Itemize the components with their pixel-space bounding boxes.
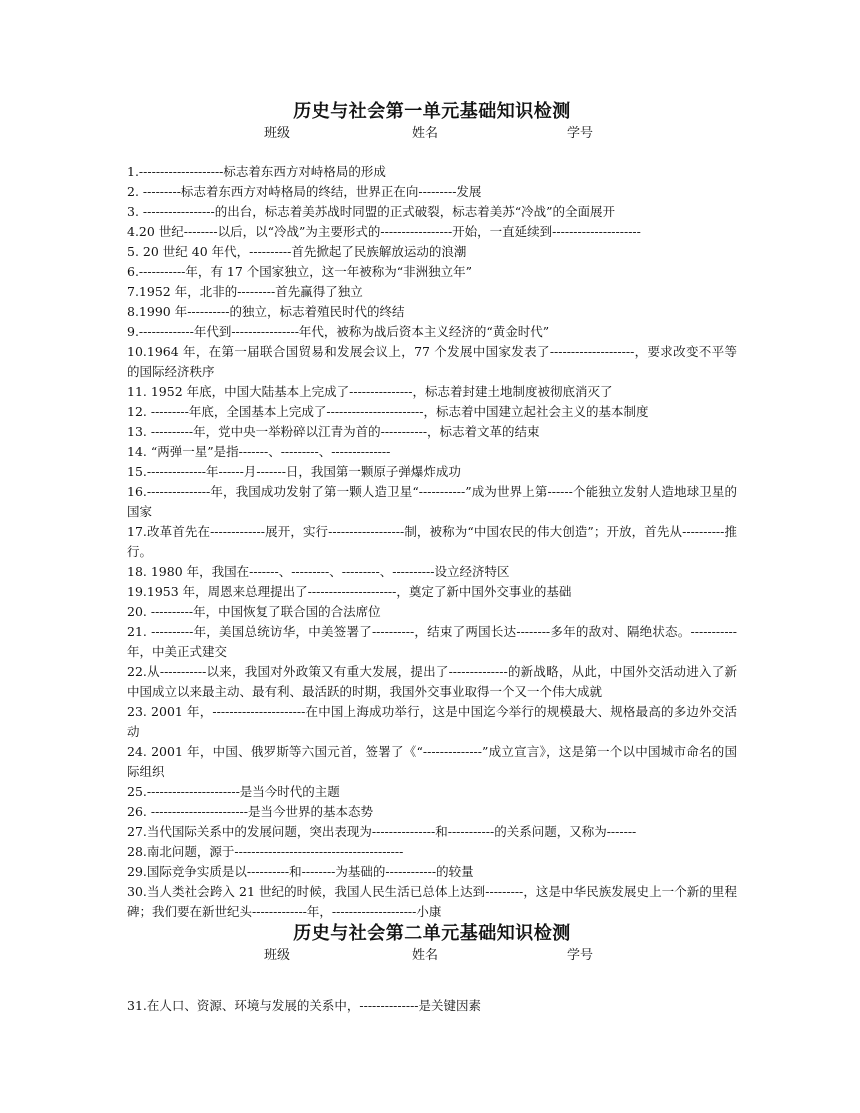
class-label: 班级: [264, 126, 291, 141]
question-item: 23. 2001 年，----------------------在中国上海成功举行，这是中国迄今举行的规模最大、规格最高的多边外交活动: [127, 704, 737, 739]
question-item: 20. ----------年，中国恢复了联合国的合法席位: [127, 604, 381, 619]
question-item: 19.1953 年，周恩来总理提出了---------------------，奠定了新中国外交事业的基础: [127, 584, 572, 599]
question-item: 31.在人口、资源、环境与发展的关系中，--------------是关键因素: [127, 998, 482, 1013]
question-item: 10.1964 年，在第一届联合国贸易和发展会议上，77 个发展中国家发表了--------------------，要求改变不平等的国际经济秩序: [127, 344, 737, 379]
unit2-title: 历史与社会第二单元基础知识检测: [293, 923, 571, 944]
unit1-title: 历史与社会第一单元基础知识检测: [293, 101, 571, 122]
question-item: 4.20 世纪--------以后，以“冷战”为主要形式的-----------------开始，一直延续到---------------------: [127, 224, 641, 239]
question-item: 8.1990 年----------的独立，标志着殖民时代的终结: [127, 304, 405, 319]
question-item: 30.当人类社会跨入 21 世纪的时候，我国人民生活已总体上达到---------，这是中华民族发展史上一个新的里程碑；我们要在新世纪头-------------年，--------------------小康: [127, 884, 737, 919]
question-item: 17.改革首先在-------------展开，实行------------------制，被称为“中国农民的伟大创造”；开放，首先从----------推行。: [127, 524, 737, 559]
class-label: 班级: [264, 948, 291, 963]
question-item: 2. ---------标志着东西方对峙格局的终结，世界正在向---------发展: [127, 184, 482, 199]
question-item: 24. 2001 年，中国、俄罗斯等六国元首，签署了《“--------------”成立宣言》，这是第一个以中国城市命名的国际组织: [127, 744, 737, 779]
question-item: 3. -----------------的出台，标志着美苏战时同盟的正式破裂，标志着美苏“冷战”的全面展开: [127, 204, 615, 219]
question-item: 13. ----------年，党中央一举粉碎以江青为首的-----------，标志着文革的结束: [127, 424, 540, 439]
question-item: 27.当代国际关系中的发展问题，突出表现为---------------和-----------的关系问题，又称为-------: [127, 824, 637, 839]
question-item: 26. -----------------------是当今世界的基本态势: [127, 804, 373, 819]
name-label: 姓名: [412, 126, 439, 141]
student-id-label: 学号: [567, 948, 594, 963]
unit2-question-list: [127, 996, 737, 1016]
question-item: 9.-------------年代到----------------年代，被称为战后资本主义经济的“黄金时代”: [127, 324, 550, 339]
question-item: 1.--------------------标志着东西方对峙格局的形成: [127, 164, 386, 179]
question-item: 7.1952 年，北非的---------首先赢得了独立: [127, 284, 363, 299]
question-item: 18. 1980 年，我国在-------、---------、---------、----------设立经济特区: [127, 564, 510, 579]
question-item: 5. 20 世纪 40 年代，----------首先掀起了民族解放运动的浪潮: [127, 244, 467, 259]
question-item: 22.从-----------以来，我国对外政策又有重大发展，提出了--------------的新战略，从此，中国外交活动进入了新中国成立以来最主动、最有利、最活跃的时期，我国外交事业取得一个又一个伟大成就: [127, 664, 737, 699]
unit1-student-info: [127, 124, 737, 144]
student-id-label: 学号: [567, 126, 594, 141]
question-item: 11. 1952 年底，中国大陆基本上完成了---------------，标志着封建土地制度被彻底消灭了: [127, 384, 613, 399]
question-item: 12. ---------年底，全国基本上完成了-----------------------，标志着中国建立起社会主义的基本制度: [127, 404, 649, 419]
unit1-question-list: [127, 162, 737, 922]
question-item: 21. ----------年，美国总统访华，中美签署了----------，结束了两国长达--------多年的敌对、隔绝状态。-----------年，中美正式建交: [127, 624, 737, 659]
question-item: 29.国际竞争实质是以----------和--------为基础的------------的较量: [127, 864, 474, 879]
question-item: 14. “两弹一星”是指-------、---------、--------------: [127, 444, 391, 459]
question-item: 28.南北问题，源于----------------------------------------: [127, 844, 404, 859]
question-item: 15.--------------年------月-------日，我国第一颗原子弹爆炸成功: [127, 464, 461, 479]
question-item: 25.----------------------是当今时代的主题: [127, 784, 340, 799]
document-page: [127, 100, 737, 1016]
question-item: 16.---------------年，我国成功发射了第一颗人造卫星“-----------”成为世界上第------个能独立发射人造地球卫星的国家: [127, 484, 737, 519]
name-label: 姓名: [412, 948, 439, 963]
unit2-student-info: [127, 946, 737, 966]
question-item: 6.-----------年，有 17 个国家独立，这一年被称为“非洲独立年”: [127, 264, 473, 279]
